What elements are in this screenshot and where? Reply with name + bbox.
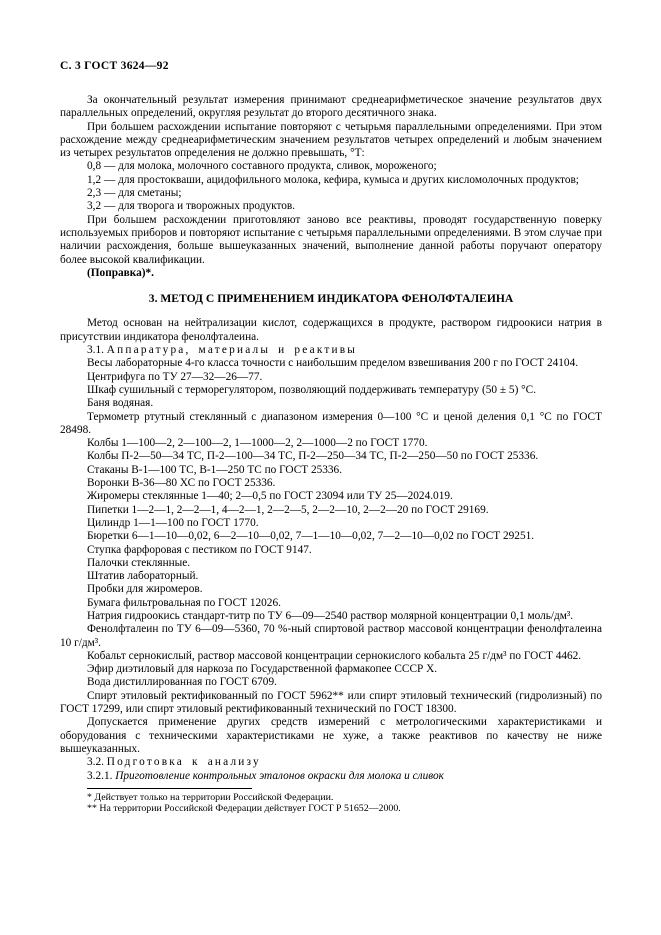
apparatus-item: Бумага фильтровальная по ГОСТ 12026. [87, 596, 281, 609]
document-content [60, 94, 602, 815]
subsection-3-2 [60, 756, 602, 769]
apparatus-item: Эфир диэтиловый для наркоза по Государственной фармакопее СССР Х. [87, 663, 438, 676]
apparatus-item: Бюретки 6—1—10—0,02, 6—2—10—0,02, 7—1—10—0,02, 7—2—10—0,02 по ГОСТ 29251. [87, 530, 535, 543]
apparatus-item: Центрифуга по ТУ 27—32—26—77. [87, 370, 263, 383]
apparatus-item: Фенолфталеин по ТУ 6—09—5360, 70 %-ный спиртовой раствор массовой концентрации фенолфталеина 10 г/дм³. [60, 623, 602, 649]
apparatus-item: Шкаф сушильный с терморегулятором, позволяющий поддерживать температуру (50 ± 5) °С. [87, 383, 537, 396]
paragraph: Метод основан на нейтрализации кислот, содержащихся в продукте, раствором гидроокиси натрия в присутствии индикатора фенолфталеина. [60, 317, 602, 343]
apparatus-item: Термометр ртутный стеклянный с диапазоном измерения 0—100 °С и ценой деления 0,1 °С по ГОСТ 28498. [60, 410, 602, 436]
list-item-paragraph: 1,2 — для простокваши, ацидофильного молока, кефира, кумыса и других кисломолочных продуктов; [87, 173, 579, 186]
apparatus-item: Натрия гидроокись стандарт-титр по ТУ 6—09—2540 раствор молярной концентрации 0,1 моль/дм³. [87, 609, 574, 622]
footnote: ** На территории Российской Федерации действует ГОСТ Р 51652—2000. [87, 803, 401, 815]
list-item-paragraph: 2,3 — для сметаны; [87, 187, 182, 200]
apparatus-item: Баня водяная. [87, 397, 154, 410]
subsection-3-1 [60, 344, 602, 357]
apparatus-item: Кобальт сернокислый, раствор массовой концентрации сернокислого кобальта 25 г/дм³ по ГОСТ 4462. [87, 649, 582, 662]
apparatus-item: Пипетки 1—2—1, 2—2—1, 4—2—1, 2—2—5, 2—2—10, 2—2—20 по ГОСТ 29169. [87, 503, 489, 516]
apparatus-item: Спирт этиловый ректификованный по ГОСТ 5962** или спирт этиловый технический (гидролизный) по ГОСТ 17299, или спирт этиловый ректификованный технический по ГОСТ 18300. [60, 689, 602, 716]
apparatus-item: Колбы 1—100—2, 2—100—2, 1—1000—2, 2—1000—2 по ГОСТ 1770. [87, 437, 428, 450]
footnote-separator [87, 788, 252, 789]
footnotes [60, 788, 602, 815]
amendment-note: (Поправка)*. [87, 266, 154, 279]
apparatus-item: Пробки для жиромеров. [87, 583, 203, 596]
apparatus-item: Палочки стеклянные. [87, 556, 191, 569]
page-header: С. 3 ГОСТ 3624—92 [60, 60, 169, 72]
paragraph: При большем расхождении испытание повторяют с четырьмя параллельными определениями. При этом расхождение между среднеарифметическим значением результатов четырех определений и любым значением из четырех результатов определения не должно превышать, °Т: [60, 120, 602, 160]
paragraph: Допускается применение других средств измерений с метрологическими характеристиками и оборудования с техническими характеристиками не хуже, а также реактивов по качеству не ниже вышеуказанных. [60, 716, 602, 755]
subsection-3-2-1 [60, 770, 602, 783]
list-item-paragraph: 0,8 — для молока, молочного составного продукта, сливок, мороженого; [87, 160, 437, 173]
subsection-3-1-number: 3.1. [87, 344, 104, 357]
apparatus-item: Штатив лабораторный. [87, 570, 199, 583]
list-item-paragraph: 3,2 — для творога и творожных продуктов. [87, 200, 296, 213]
apparatus-item: Цилиндр 1—1—100 по ГОСТ 1770. [87, 516, 259, 529]
footnote: * Действует только на территории Российской Федерации. [87, 791, 334, 803]
section-heading: 3. МЕТОД С ПРИМЕНЕНИЕМ ИНДИКАТОРА ФЕНОЛФТАЛЕИНА [148, 292, 514, 306]
apparatus-item: Ступка фарфоровая с пестиком по ГОСТ 9147. [87, 543, 312, 556]
paragraph: За окончательный результат измерения принимают среднеарифметическое значение результатов двух параллельных определений, округляя результат до второго десятичного знака. [60, 94, 602, 120]
subsection-3-2-1-title: Приготовление контрольных эталонов окраски для молока и сливок [115, 769, 444, 782]
apparatus-item: Вода дистиллированная по ГОСТ 6709. [87, 676, 277, 689]
subsection-3-2-1-number: 3.2.1. [87, 769, 113, 782]
apparatus-item: Жиромеры стеклянные 1—40; 2—0,5 по ГОСТ 23094 или ТУ 25—2024.019. [87, 490, 453, 503]
apparatus-item: Колбы П-2—50—34 ТС, П-2—100—34 ТС, П-2—250—34 ТС, П-2—250—50 по ГОСТ 25336. [87, 450, 539, 463]
apparatus-item: Весы лабораторные 4-го класса точности с наибольшим пределом взвешивания 200 г по ГОСТ 24104. [87, 357, 579, 370]
apparatus-item: Стаканы В-1—100 ТС, В-1—250 ТС по ГОСТ 25336. [87, 463, 343, 476]
subsection-3-1-title: Аппаратура, материалы и реактивы [106, 344, 358, 357]
subsection-3-2-number: 3.2. [87, 756, 104, 769]
subsection-3-2-title: Подготовка к анализу [106, 756, 261, 769]
paragraph: При большем расхождении приготовляют заново все реактивы, проводят государственную поверку используемых приборов и повторяют испытание с четырьмя параллельными определениями. В этом случае при наличии расхождения, больше вышеуказанных значений, выполнение данной работы поручают оператору более высокой квалификации. [60, 213, 602, 266]
apparatus-item: Воронки В-36—80 ХС по ГОСТ 25336. [87, 477, 276, 490]
